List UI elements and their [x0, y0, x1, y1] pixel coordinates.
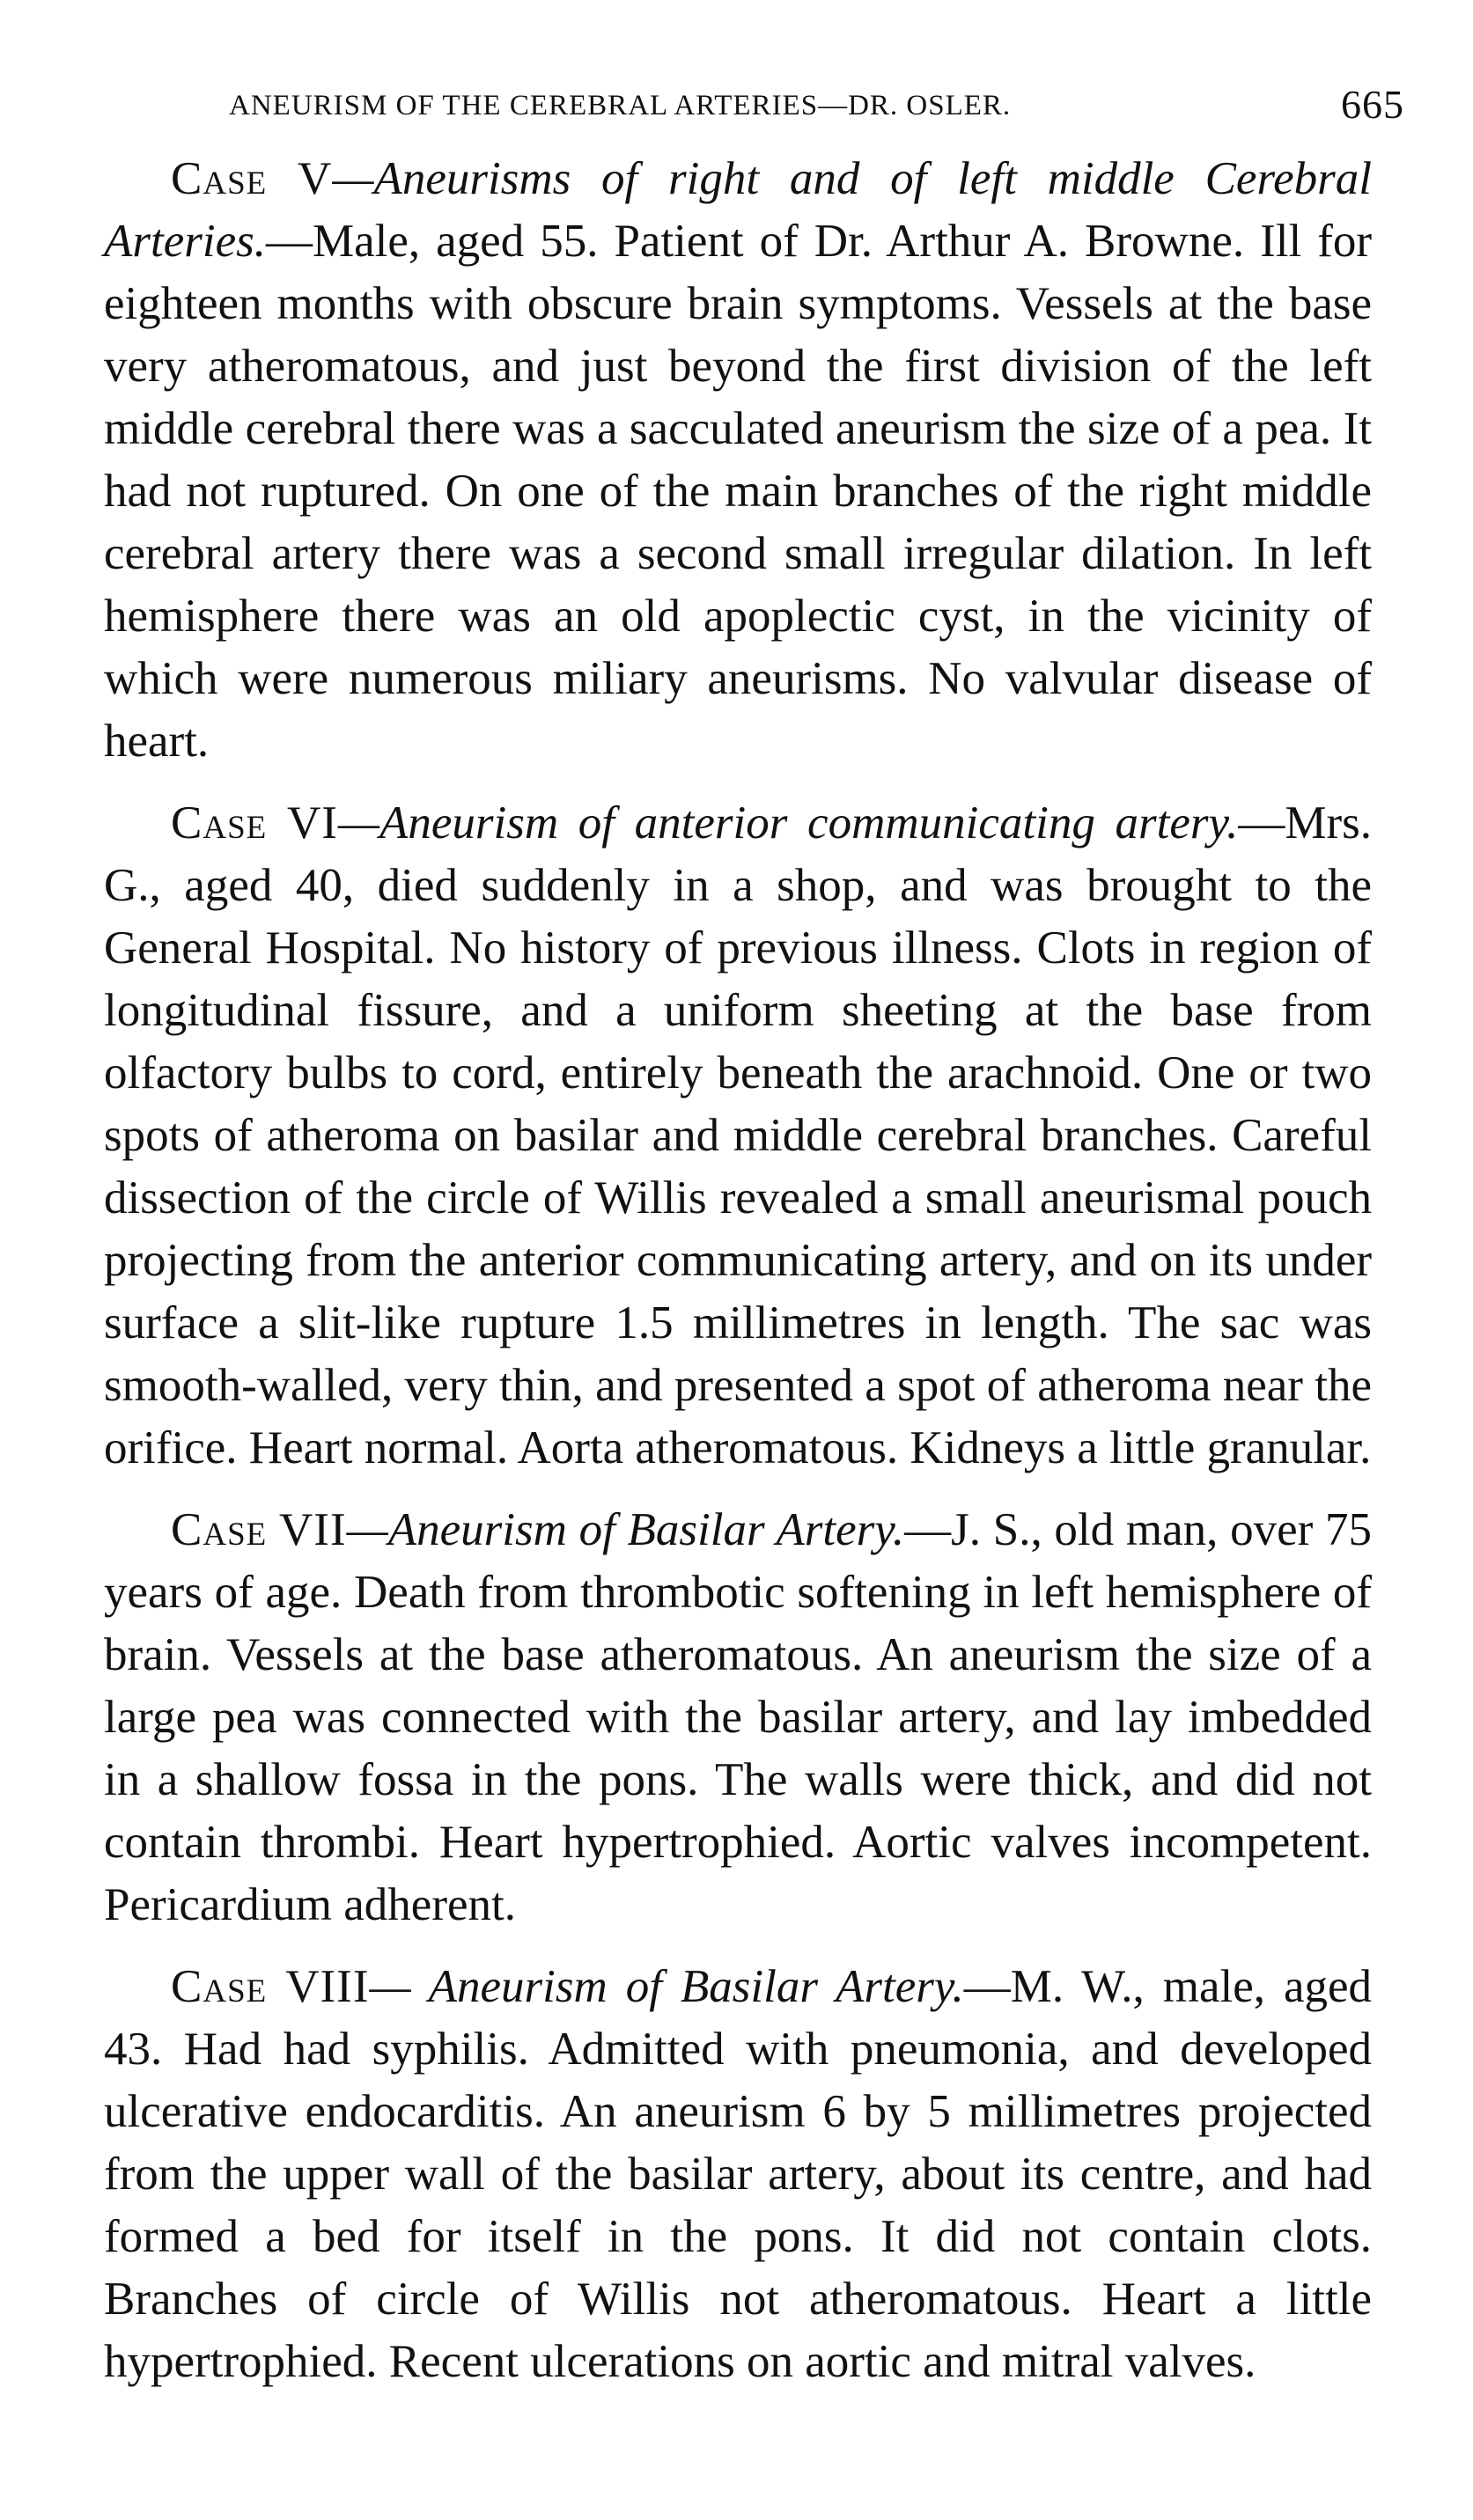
case-title: —Aneurism of anterior communicating artery.	[337, 797, 1239, 849]
case-label: Case VI	[171, 797, 338, 849]
page-number: 665	[1341, 82, 1404, 127]
case-text: —J. S., old man, over 75 years of age. Death from thrombotic softening in left hemisphere of brain. Vessels at the base atheromatous. An aneurism the size of a large pea was connected with the basilar artery, and lay imbedded in a shallow fossa in the pons. The walls were thick, and did not contain thrombi. Heart hypertrophied. Aortic valves incompetent. Pericardium adherent.	[104, 1504, 1373, 1930]
case-label: Case V	[171, 153, 333, 204]
case-text: —Mrs. G., aged 40, died suddenly in a shop, and was brought to the General Hospital. No history of previous illness. Clots in region of longitudinal fissure, and a uniform sheeting at the base from olfactory bulbs to cord, entirely beneath the arachnoid. One or two spots of atheroma on basilar and middle cerebral branches. Careful dissection of the circle of Willis revealed a small aneurismal pouch projecting from the anterior communicating artery, and on its under surface a slit-like rupture 1.5 millimetres in length. The sac was smooth-walled, very thin, and presented a spot of atheroma near the orifice. Heart normal. Aorta atheromatous. Kidneys a little granular.	[104, 797, 1372, 1473]
body-text	[104, 148, 1372, 2413]
case-title: —Aneurism of Basilar Artery.	[346, 1504, 905, 1555]
case-paragraph-v	[104, 148, 1372, 773]
case-title: — Aneurism of Basilar Artery.	[369, 1961, 964, 2012]
case-text: —Male, aged 55. Patient of Dr. Arthur A. Browne. Ill for eighteen months with obscure brain symptoms. Vessels at the base very atheromatous, and just beyond the first division of the left middle cerebral there was a sacculated aneurism the size of a pea. It had not ruptured. On one of the main branches of the right middle cerebral artery there was a second small irregular dilation. In left hemisphere there was an old apoplectic cyst, in the vicinity of which were numerous miliary aneurisms. No valvular disease of heart.	[104, 216, 1372, 767]
running-head	[180, 81, 1404, 134]
case-label: Case VIII	[171, 1961, 370, 2012]
case-paragraph-vii	[104, 1499, 1372, 1936]
case-paragraph-vi	[104, 792, 1372, 1480]
running-head-title: ANEURISM OF THE CEREBRAL ARTERIES—DR. OSLER.	[229, 90, 1012, 121]
case-paragraph-viii	[104, 1956, 1372, 2393]
case-title: —Aneurisms of right and of left middle Cerebral Arteries.	[104, 153, 1372, 267]
case-label: Case VII	[171, 1504, 347, 1555]
case-text: —M. W., male, aged 43. Had had syphilis. Admitted with pneumonia, and developed ulcerative endocarditis. An aneurism 6 by 5 millimetres projected from the upper wall of the basilar artery, about its centre, and had formed a bed for itself in the pons. It did not contain clots. Branches of circle of Willis not atheromatous. Heart a little hypertrophied. Recent ulcerations on aortic and mitral valves.	[104, 1961, 1373, 2387]
